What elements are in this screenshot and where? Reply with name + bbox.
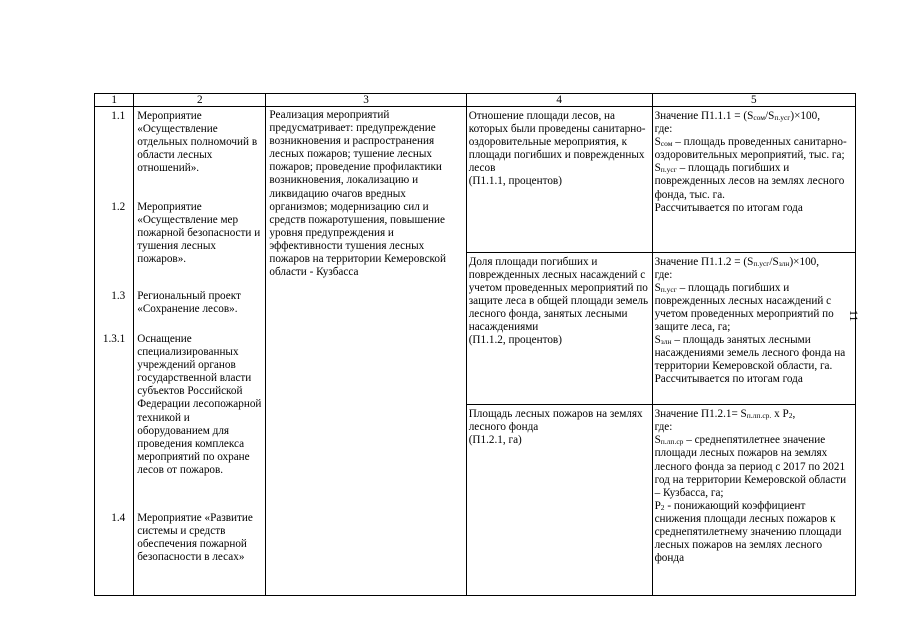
indicator-code: (П1.1.1, процентов) (468, 175, 562, 188)
item-number: 1.3 (111, 290, 126, 302)
header-col-2: 2 (134, 94, 266, 107)
indicator-formula-cell (652, 107, 855, 253)
event-text: Мероприятие «Развитие системы и средств обеспечения пожарной безопасности в лесах» (137, 512, 253, 564)
indicator-name-cell (466, 107, 652, 253)
formula-where: где: (654, 268, 673, 281)
indicator-name: Площадь лесных пожаров на землях лесного фонда (468, 408, 643, 434)
formula: Значение $П1.2.1= S_{п.лп.ср.}$ х $P_2$, (654, 408, 796, 421)
events-cell (134, 107, 266, 596)
indicator-name-cell (466, 252, 652, 405)
indicator-code: (П1.2.1, га) (468, 434, 522, 447)
description-cell (266, 107, 466, 596)
indicator-name-cell (466, 405, 652, 596)
formula-definition: $S_{п.усг}$ – площадь погибших и поврежденных лесов на землях лесного фонда, тыс. га. (654, 162, 845, 201)
formula-definition: $S_{злн}$ – площадь занятых лесными насаждениями земель лесного фонда на территории Кемеровской области, га. (654, 334, 846, 373)
event-text: Региональный проект «Сохранение лесов». (137, 290, 241, 316)
number-cell (95, 107, 134, 596)
item-number: 1.4 (111, 512, 126, 524)
header-col-4: 4 (466, 94, 652, 107)
header-col-5: 5 (652, 94, 855, 107)
event-text: Оснащение специализированных учреждений органов государственной власти субъектов Российской Федерации лесопожарной техникой и оборудованием для проведения комплекса мероприятий по охране лесов от пожаров. (137, 333, 262, 476)
event-text: Мероприятие «Осуществление отдельных полномочий в области лесных отношений». (137, 110, 258, 175)
indicator-name: Доля площади погибших и поврежденных лесных насаждений с учетом проведенных мероприятий по защите леса в общей площади земель лесного фонда, занятых лесными насаждениями (468, 255, 649, 334)
description-text: Реализация мероприятий предусматривает: предупреждение возникновения и распространения лесных пожаров; тушение лесных пожаров; проведение профилактики возникновения, локализацию и ликвидацию очагов вредных организмов; модернизацию сил и средств пожаротушения, повышение уровня предупреждения и эффективности тушения лесных пожаров на территории Кемеровской области - Кузбасса (269, 109, 446, 279)
measures-table (94, 93, 856, 596)
formula-definition: $S_{сом}$ – площадь проведенных санитарно-оздоровительных мероприятий, тыс. га; (654, 136, 847, 162)
formula: Значение $П1.1.2 = (S_{п.усг}/S_{злн})\times 100$, (654, 255, 820, 268)
formula-where: где: (654, 123, 673, 136)
item-number: 1.1 (111, 110, 126, 122)
event-text: Мероприятие «Осуществление мер пожарной безопасности и тушения лесных пожаров». (137, 201, 261, 266)
formula-definition: $P_2$ - понижающий коэффициент снижения площади лесных пожаров к среднепятилетнему значению площади лесных пожаров на землях лесного фонда (654, 499, 842, 565)
formula-where: где: (654, 421, 673, 434)
calculation-note: Рассчитывается по итогам года (654, 373, 803, 386)
indicator-formula-cell (652, 252, 855, 405)
header-row (95, 94, 856, 107)
calculation-note: Рассчитывается по итогам года (654, 201, 803, 214)
formula-definition: $S_{п.усг}$ – площадь погибших и поврежденных лесных насаждений с учетом проведенных мероприятий по защите леса, га; (654, 281, 834, 334)
header-col-3: 3 (266, 94, 466, 107)
formula-definition: $S_{п.лп.ср}$ – среднепятилетнее значение площади лесных пожаров на землях лесного фонда за период с 2017 по 2021 год на территории Кемеровской области – Кузбасса, га; (654, 434, 847, 499)
indicator-formula-cell (652, 405, 855, 596)
header-col-1: 1 (95, 94, 134, 107)
table-row (95, 107, 856, 253)
formula: Значение $П1.1.1 = (S_{сом}/S_{п.усг})\times 100$, (654, 110, 821, 122)
page-number: 11 (847, 310, 861, 322)
item-number: 1.3.1 (102, 333, 126, 345)
indicator-name: Отношение площади лесов, на которых были проведены санитарно-оздоровительные мероприятия, к площади погибших и поврежденных лесов (468, 110, 646, 175)
item-number: 1.2 (111, 201, 126, 213)
indicator-code: (П1.1.2, процентов) (468, 334, 562, 347)
